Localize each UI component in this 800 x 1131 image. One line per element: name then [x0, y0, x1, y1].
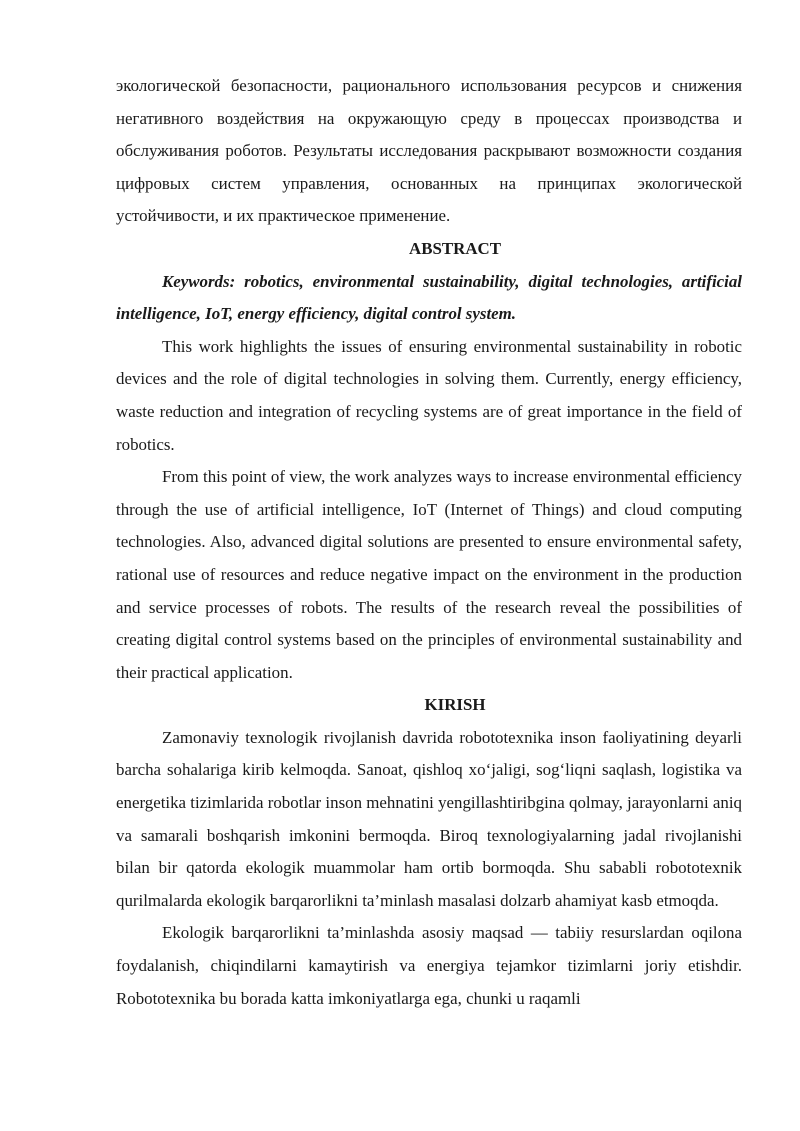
abstract-paragraph-1: This work highlights the issues of ensuring environmental sustainability in robotic devices and the role of digital technologies in solving them. Currently, energy efficiency, waste reduction and integration of recycling systems are of great importance in the field of robotics.: [116, 336, 742, 454]
russian-abstract-continuation: экологической безопасности, рационального использования ресурсов и снижения негативного воздействия на окружающую среду в процессах производства и обслуживания роботов. Результаты исследования раскрывают возможности создания цифровых систем управления, основанных на принципах экологической устойчивости, и их практическое применение.: [116, 76, 742, 226]
abstract-heading: ABSTRACT: [409, 238, 501, 258]
kirish-paragraph-1: Zamonaviy texnologik rivojlanish davrida robototexnika inson faoliyatining deyarli barcha sohalariga kirib kelmoqda. Sanoat, qishloq xo‘jaligi, sog‘liqni saqlash, logistika va energetika tizimlarida robotlar inson mehnatini yengillashtiribgina qolmay, jarayonlarni aniq va samarali boshqarish imkonini bermoqda. Biroq texnologiyalarning jadal rivojlanishi bilan bir qatorda ekologik muammolar ham ortib bormoqda. Shu sababli robototexnik qurilmalarda ekologik barqarorlikni ta’minlash masalasi dolzarb ahamiyat kasb etmoqda.: [116, 727, 742, 910]
abstract-paragraph-2: From this point of view, the work analyzes ways to increase environmental efficiency through the use of artificial intelligence, IoT (Internet of Things) and cloud computing technologies. Also, advanced digital solutions are presented to ensure environmental safety, rational use of resources and reduce negative impact on the environment in the production and service processes of robots. The results of the research reveal the possibilities of creating digital control systems based on the principles of environmental sustainability and their practical application.: [116, 467, 742, 682]
kirish-heading: KIRISH: [424, 695, 486, 715]
kirish-paragraph-2: Ekologik barqarorlikni ta’minlashda asosiy maqsad — tabiiy resurslardan oqilona foydalanish, chiqindilarni kamaytirish va energiya tejamkor tizimlarni joriy etishdir. Robototexnika bu borada katta imkoniyatlarga ega, chunki u raqamli: [116, 923, 742, 1008]
keywords-line: Keywords: robotics, environmental sustainability, digital technologies, artificial intelligence, IoT, energy efficiency, digital control system.: [116, 271, 742, 324]
document-page: [116, 70, 742, 1015]
